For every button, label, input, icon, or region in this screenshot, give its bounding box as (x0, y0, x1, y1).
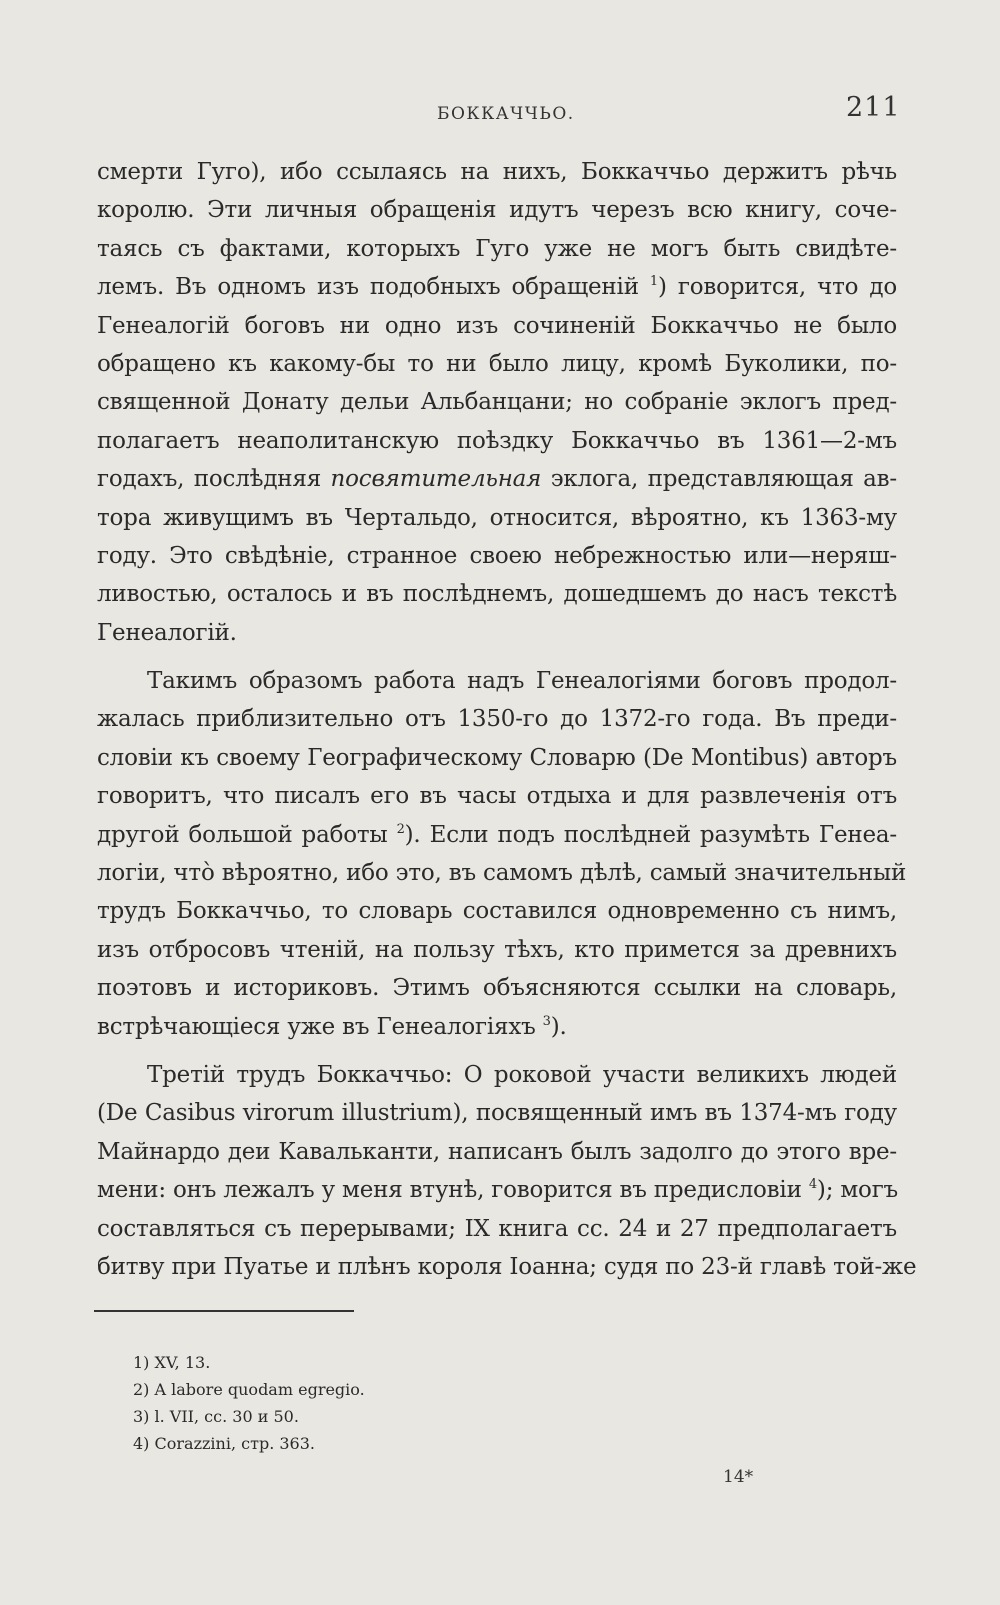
text-line: Майнардо деи Кавальканти, написанъ былъ задолго до этого вре- (97, 1138, 897, 1165)
text-line-part: другой большой работы (97, 821, 388, 848)
footnote: 1) XV, 13. (133, 1353, 211, 1372)
text-line: священной Донату дельи Альбанцани; но собраніе эклогъ пред- (97, 389, 897, 416)
footnote-ref: 3 (542, 1013, 551, 1029)
text-line (97, 816, 897, 854)
footnote-ref: 2 (396, 821, 405, 837)
text-line-part: эклога, представляющая ав- (541, 466, 897, 493)
footnotes (133, 1349, 365, 1457)
footnote-ref: 4 (808, 1177, 817, 1193)
text-line: говоритъ, что писалъ его въ часы отдыха и для развлеченія отъ (97, 783, 897, 810)
text-line: изъ отбросовъ чтеній, на пользу тѣхъ, кто примется за древнихъ (97, 936, 897, 963)
text-line: составляться съ перерывами; IX книга сс. 24 и 27 предполагаетъ (97, 1215, 897, 1242)
footnote-divider (94, 1310, 354, 1312)
text-line: обращено къ какому-бы то ни было лицу, кромѣ Буколики, по- (97, 350, 897, 377)
text-line: смерти Гуго), ибо ссылаясь на нихъ, Боккаччьо держитъ рѣчь (97, 159, 897, 185)
text-line-part: годахъ, послѣдняя (97, 466, 322, 493)
text-line: логіи, что̀ вѣроятно, ибо это, въ самомъ дѣлѣ, самый значительный (97, 860, 907, 887)
text-line: полагаетъ неаполитанскую поѣздку Боккаччьо въ 1361—2-мъ (97, 427, 897, 454)
footnote-ref: 1 (649, 274, 658, 290)
text-line: Генеалогій боговъ ни одно изъ сочиненій Боккаччьо не было (97, 312, 897, 339)
text-line-part: ) говорится, что до (658, 274, 897, 301)
page-number: 211 (846, 92, 901, 123)
signature-mark: 14* (723, 1467, 754, 1487)
text-line-part: лемъ. Въ одномъ изъ подобныхъ обращеній (97, 274, 639, 301)
text-line: королю. Эти личныя обращенія идутъ черезъ всю книгу, соче- (97, 197, 897, 224)
text-line-part: мени: онъ лежалъ у меня втунѣ, говорится въ предисловіи (97, 1177, 802, 1204)
text-line: поэтовъ и историковъ. Этимъ объясняются ссылки на словарь, (97, 975, 897, 1002)
text-line: словіи къ своему Географическому Словарю (De Montibus) авторъ (97, 744, 897, 771)
text-line (97, 460, 897, 498)
body-text (97, 153, 917, 1286)
text-line: Такимъ образомъ работа надъ Генеалогіями боговъ продол- (147, 668, 897, 695)
text-line: году. Это свѣдѣніе, странное своею небрежностью или—неряш- (97, 542, 897, 569)
footnote: 3) l. VII, сс. 30 и 50. (133, 1407, 299, 1426)
text-line: жалась приблизительно отъ 1350-го до 1372-го года. Въ преди- (97, 706, 897, 733)
text-line: Генеалогій. (97, 619, 237, 646)
running-title: БОККАЧЧЬО. (437, 104, 575, 124)
page-header (0, 92, 1000, 132)
text-line (97, 1008, 897, 1046)
text-line-part: ); могъ (816, 1177, 898, 1204)
text-line (97, 1171, 897, 1209)
text-line-part: ). (550, 1013, 567, 1040)
text-line: таясь съ фактами, которыхъ Гуго уже не могъ быть свидѣте- (97, 235, 897, 262)
text-line: битву при Пуатье и плѣнъ короля Іоанна; судя по 23-й главѣ той-же (97, 1253, 917, 1280)
text-line: трудъ Боккаччьо, то словарь составился одновременно съ нимъ, (97, 898, 897, 925)
text-line: ливостью, осталось и въ послѣднемъ, дошедшемъ до насъ текстѣ (97, 581, 897, 608)
footnote: 2) A labore quodam egregio. (133, 1380, 365, 1399)
text-line (97, 268, 897, 306)
text-line-part: встрѣчающіеся уже въ Генеалогіяхъ (97, 1013, 536, 1040)
text-line: Третій трудъ Боккаччьо: О роковой участи великихъ людей (147, 1061, 897, 1088)
text-line: (De Casibus virorum illustrium), посвященный имъ въ 1374-мъ году (97, 1100, 897, 1127)
text-line: тора живущимъ въ Чертальдо, относится, вѣроятно, къ 1363-му (97, 504, 897, 531)
text-line-part: ). Если подъ послѣдней разумѣть Генеа- (404, 821, 897, 848)
footnote: 4) Corazzini, стр. 363. (133, 1434, 315, 1453)
italic-word: посвятительная (330, 466, 542, 493)
